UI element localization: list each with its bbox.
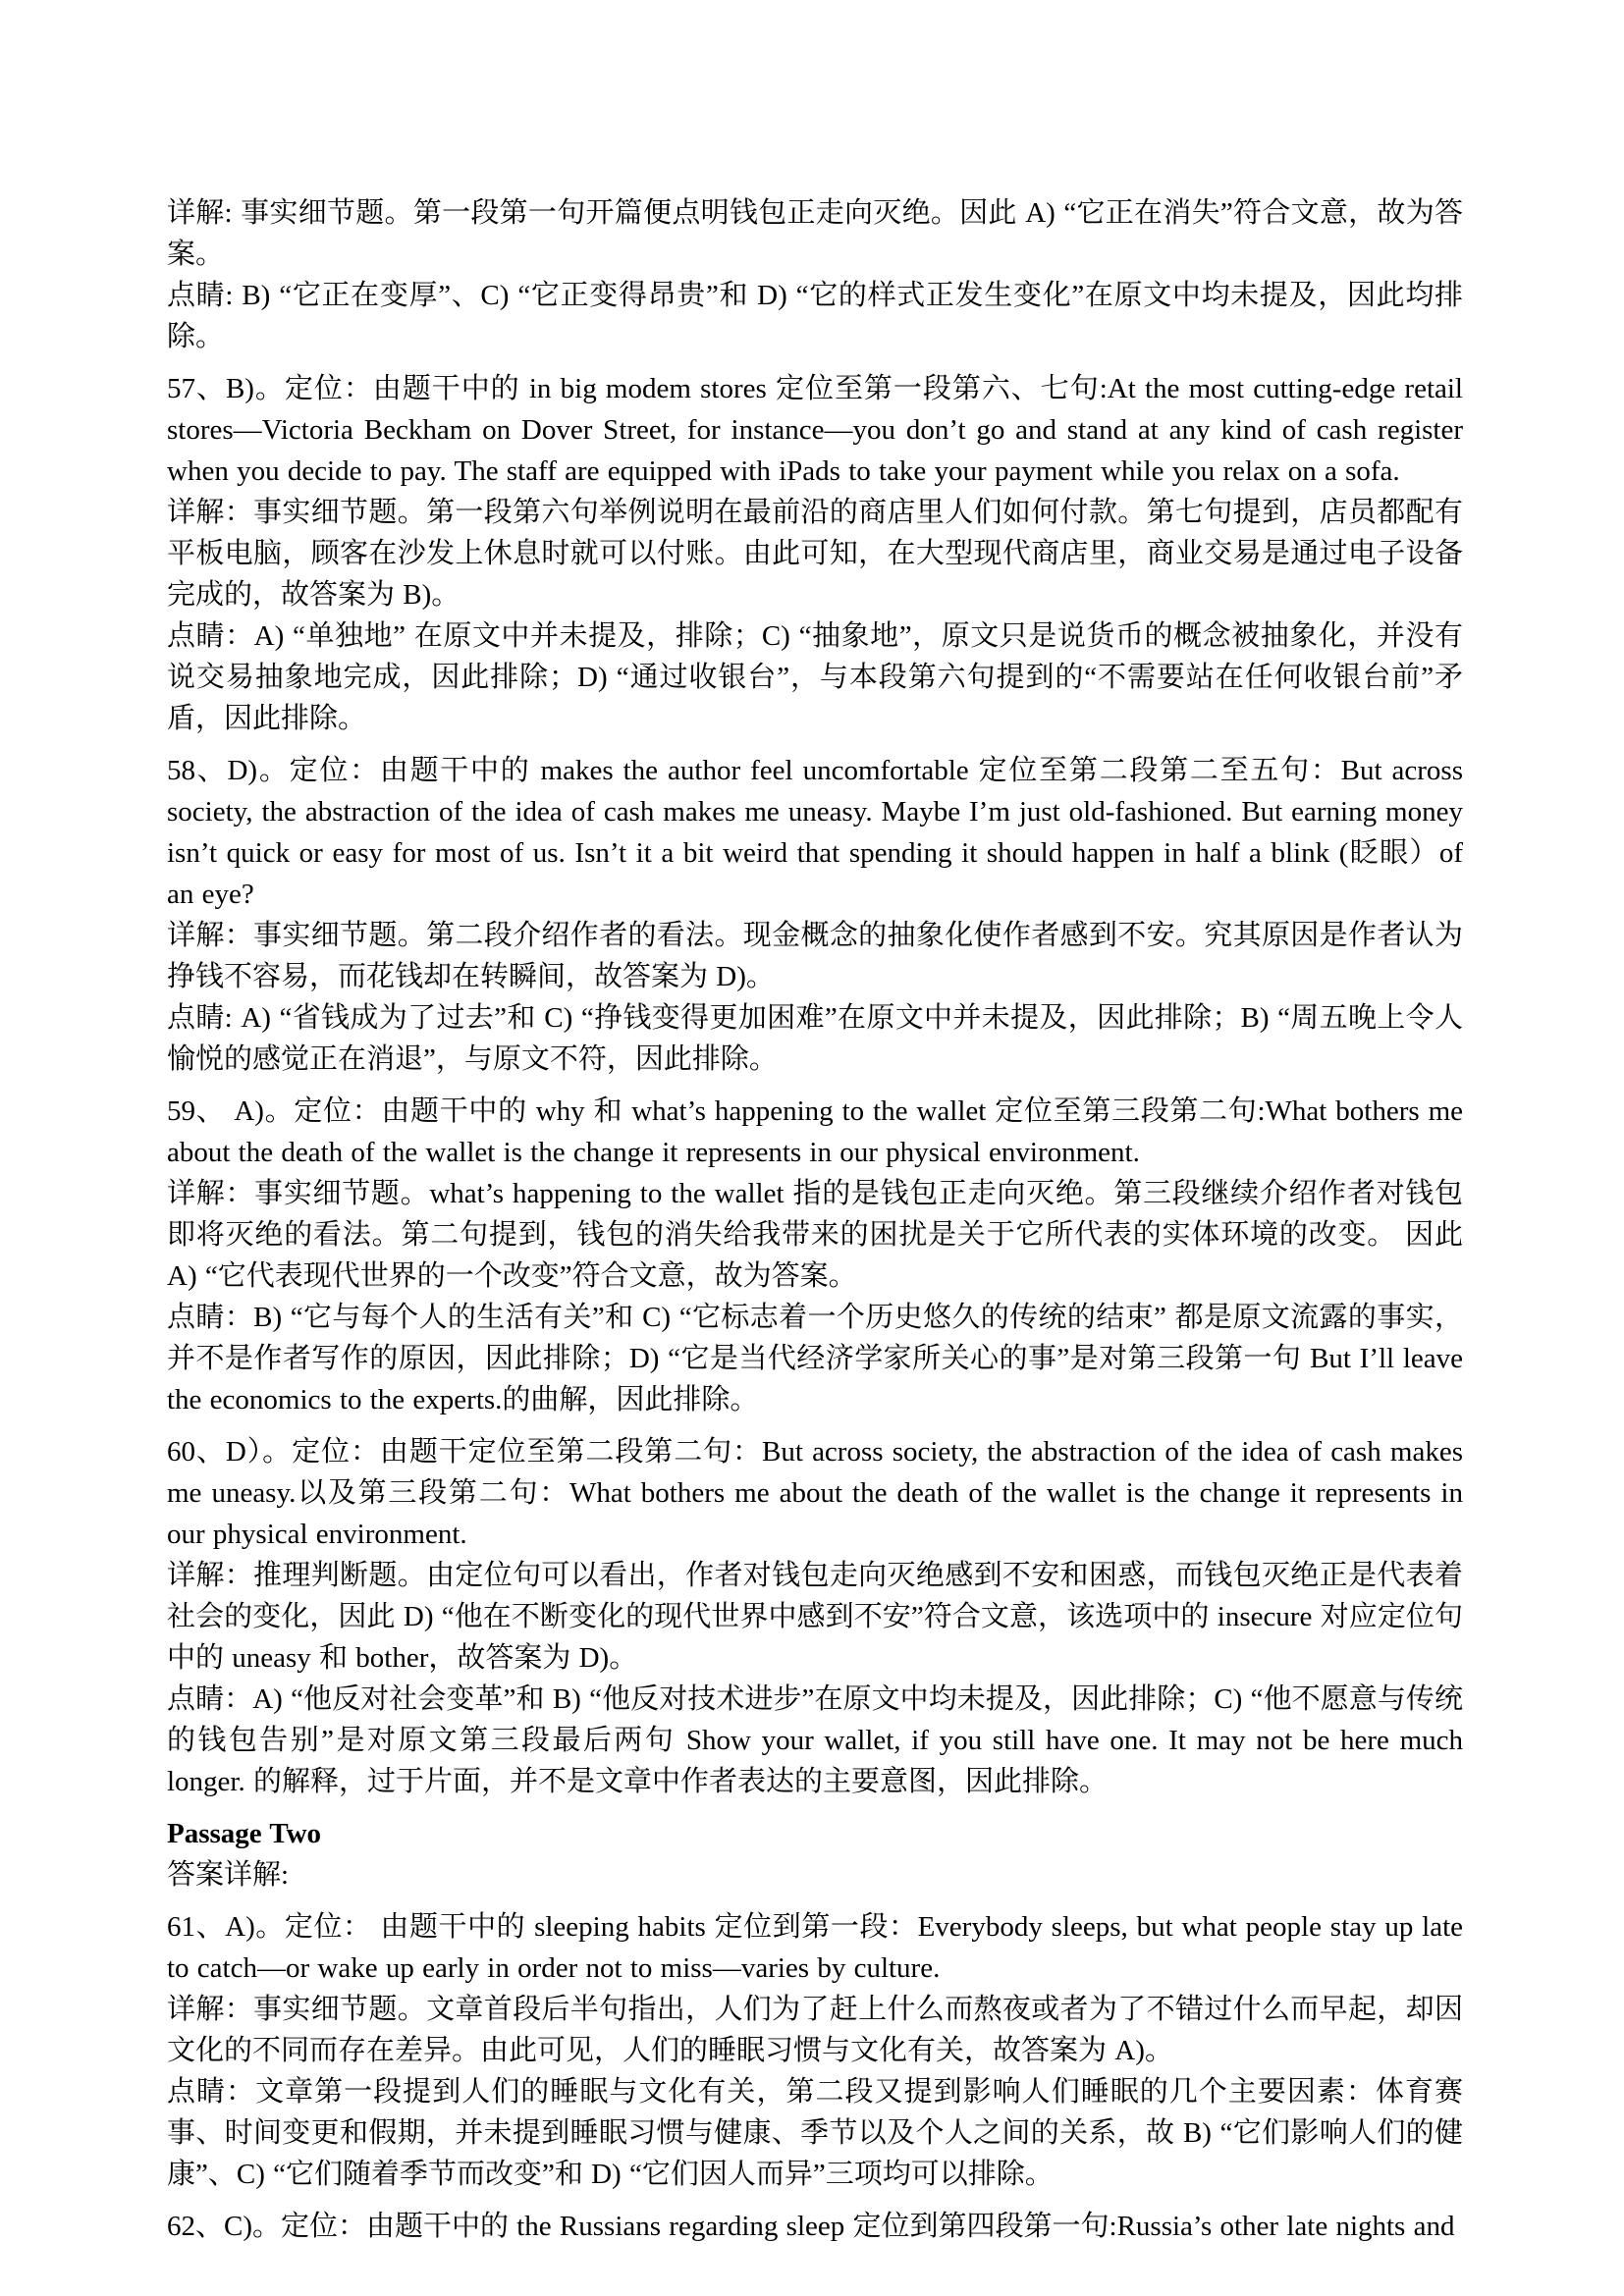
q60-location-paragraph: 60、D）。定位：由题干定位至第二段第二句：But across society, the abstraction of the idea of cash makes me uneasy.以及第三段第二句：What bothers me about the death of the wallet is the change it represents in our physical environment. — [167, 1436, 1463, 1550]
q61-location-paragraph: 61、A)。定位： 由题干中的 sleeping habits 定位到第一段：Everybody sleeps, but what people stay up late to catch—or wake up early in order not to miss—varies by culture. — [167, 1911, 1463, 1984]
answer-explanations-label: 答案详解: — [167, 1859, 290, 1891]
q56-explanation-paragraph: 详解: 事实细节题。第一段第一句开篇便点明钱包正走向灭绝。因此 A) “它正在消失”符合文意，故为答案。 — [167, 197, 1463, 270]
q61-explanation-paragraph: 详解：事实细节题。文章首段后半句指出，人们为了赶上什么而熬夜或者为了不错过什么而早起，却因文化的不同而存在差异。由此可见，人们的睡眠习惯与文化有关，故答案为 A)。 — [167, 1994, 1463, 2066]
document-content — [167, 192, 1463, 2247]
q60-explanation-paragraph: 详解：推理判断题。由定位句可以看出，作者对钱包走向灭绝感到不安和困惑，而钱包灭绝正是代表着社会的变化，因此 D) “他在不断变化的现代世界中感到不安”符合文意，该选项中的 insecure 对应定位句中的 uneasy 和 bother，故答案为 D)。 — [167, 1560, 1463, 1674]
q59-location-paragraph: 59、 A)。定位：由题干中的 why 和 what’s happening to the wallet 定位至第三段第二句:What bothers me about the death of the wallet is the change it represents in our physical environment. — [167, 1095, 1463, 1168]
q58-explanation-paragraph: 详解：事实细节题。第二段介绍作者的看法。现金概念的抽象化使作者感到不安。究其原因是作者认为挣钱不容易，而花钱却在转瞬间，故答案为 D)。 — [167, 920, 1463, 992]
passage-two-heading: Passage Two — [167, 1818, 322, 1849]
q57-explanation-paragraph: 详解：事实细节题。第一段第六句举例说明在最前沿的商店里人们如何付款。第七句提到，店员都配有平板电脑，顾客在沙发上休息时就可以付账。由此可知，在大型现代商店里，商业交易是通过电子设备完成的，故答案为 B)。 — [167, 497, 1463, 611]
q57-tips-paragraph: 点睛：A) “单独地” 在原文中并未提及，排除；C) “抽象地”，原文只是说货币的概念被抽象化，并没有说交易抽象地完成，因此排除；D) “通过收银台”，与本段第六句提到的“不需要站在任何收银台前”矛盾，因此排除。 — [167, 620, 1463, 734]
q59-tips-paragraph: 点睛：B) “它与每个人的生活有关”和 C) “它标志着一个历史悠久的传统的结束” 都是原文流露的事实，并不是作者写作的原因，因此排除；D) “它是当代经济学家所关心的事”是对第三段第一句 But I’ll leave the economics to the experts.的曲解，因此排除。 — [167, 1302, 1463, 1415]
q62-location-paragraph: 62、C)。定位：由题干中的 the Russians regarding sleep 定位到第四段第一句:Russia’s other late nights and — [167, 2211, 1455, 2242]
q60-tips-paragraph: 点睛：A) “他反对社会变革”和 B) “他反对技术进步”在原文中均未提及，因此排除；C) “他不愿意与传统的钱包告别”是对原文第三段最后两句 Show your wallet, if you still have one. It may not be here much longer. 的解释，过于片面，并不是文章中作者表达的主要意图，因此排除。 — [167, 1683, 1463, 1797]
q59-explanation-paragraph: 详解：事实细节题。what’s happening to the wallet 指的是钱包正走向灭绝。第三段继续介绍作者对钱包即将灭绝的看法。第二句提到，钱包的消失给我带来的困扰是关于它所代表的实体环境的改变。 因此 A) “它代表现代世界的一个改变”符合文意，故为答案。 — [167, 1178, 1463, 1292]
q57-location-paragraph: 57、B)。定位：由题干中的 in big modem stores 定位至第一段第六、七句:At the most cutting-edge retail stores—Victoria Beckham on Dover Street, for instance—you don’t go and stand at any kind of cash register when you decide to pay. The staff are equipped with iPads to take your payment while you relax on a sofa. — [167, 373, 1463, 487]
q58-location-paragraph: 58、D)。定位：由题干中的 makes the author feel uncomfortable 定位至第二段第二至五句：But across society, the abstraction of the idea of cash makes me uneasy. Maybe I’m just old-fashioned. But earning money isn’t quick or easy for most of us. Isn’t it a bit weird that spending it should happen in half a blink (眨眼）of an eye? — [167, 755, 1463, 910]
q58-tips-paragraph: 点睛: A) “省钱成为了过去”和 C) “挣钱变得更加困难”在原文中并未提及，因此排除；B) “周五晚上令人愉悦的感觉正在消退”，与原文不符，因此排除。 — [167, 1002, 1463, 1075]
q56-tips-paragraph: 点睛: B) “它正在变厚”、C) “它正变得昂贵”和 D) “它的样式正发生变化”在原文中均未提及，因此均排除。 — [167, 280, 1463, 352]
q61-tips-paragraph: 点睛：文章第一段提到人们的睡眠与文化有关，第二段又提到影响人们睡眠的几个主要因素：体育赛事、时间变更和假期，并未提到睡眠习惯与健康、季节以及个人之间的关系，故 B) “它们影响人们的健康”、C) “它们随着季节而改变”和 D) “它们因人而异”三项均可以排除。 — [167, 2076, 1463, 2190]
